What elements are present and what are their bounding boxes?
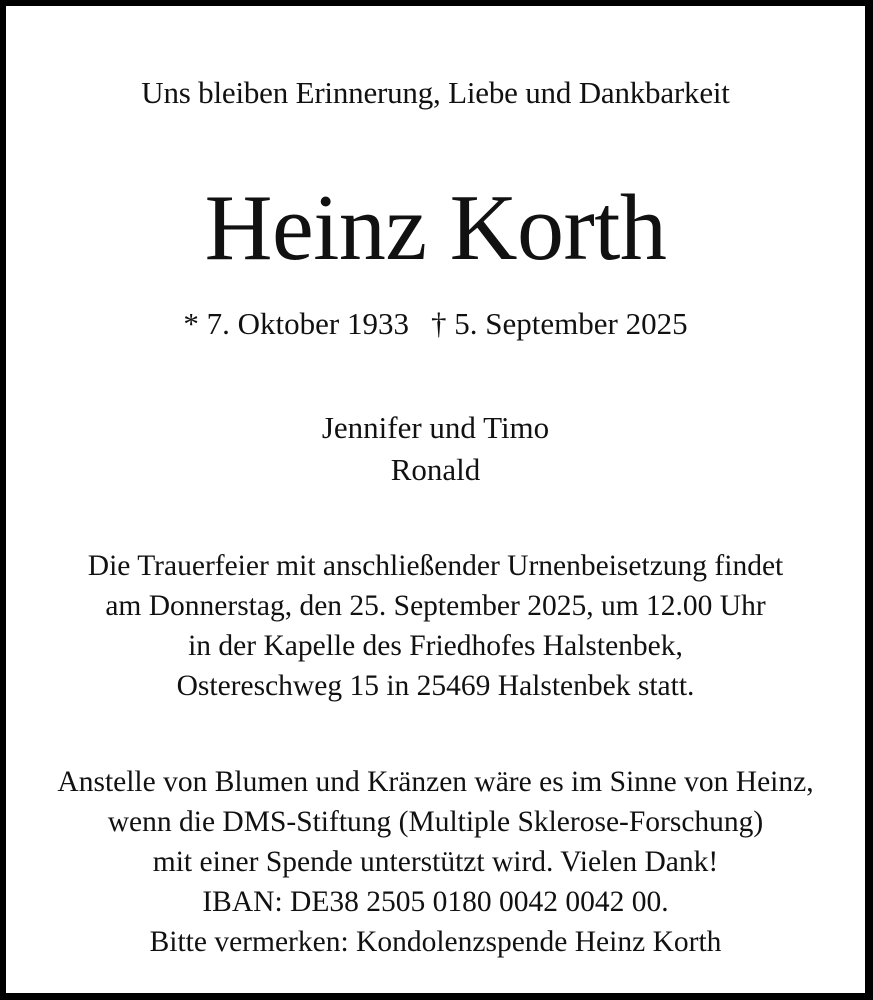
donation-line: mit einer Spende unterstützt wird. Vielen Dank! — [152, 846, 719, 878]
mourner-line: Ronald — [390, 452, 481, 487]
death-date: † 5. September 2025 — [431, 306, 688, 341]
birth-date: * 7. Oktober 1933 — [183, 306, 409, 341]
ceremony-line: am Donnerstag, den 25. September 2025, um 12.00 Uhr — [105, 590, 766, 622]
mourner-line: Jennifer und Timo — [321, 410, 550, 445]
iban-line: IBAN: DE38 2505 0180 0042 0042 00. — [202, 886, 669, 918]
ceremony-line: Die Trauerfeier mit anschließender Urnenbeisetzung findet — [87, 550, 784, 582]
donation-line: wenn die DMS-Stiftung (Multiple Sklerose-Forschung) — [107, 806, 764, 838]
motto-line: Uns bleiben Erinnerung, Liebe und Dankbarkeit — [141, 75, 730, 110]
life-dates — [6, 306, 865, 342]
donation-reference-line: Bitte vermerken: Kondolenzspende Heinz Korth — [149, 926, 722, 958]
ceremony-line: in der Kapelle des Friedhofes Halstenbek, — [188, 630, 683, 662]
obituary-notice — [6, 6, 865, 993]
donation-line: Anstelle von Blumen und Kränzen wäre es im Sinne von Heinz, — [57, 766, 814, 798]
ceremony-line: Ostereschweg 15 in 25469 Halstenbek statt. — [176, 670, 695, 702]
deceased-name: Heinz Korth — [204, 176, 667, 280]
